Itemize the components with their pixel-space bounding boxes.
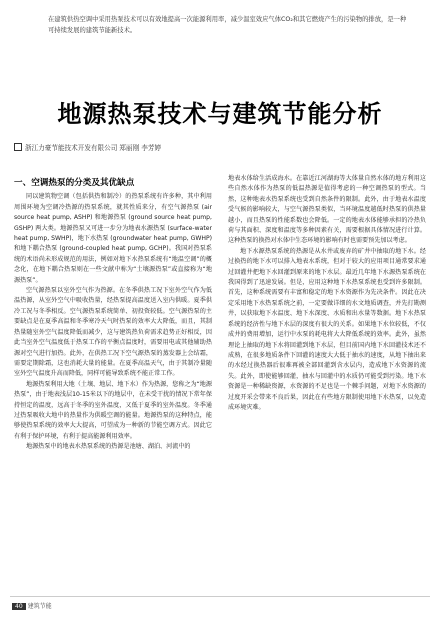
paragraph: 地下水源热泵系统的热源是从水井或废弃的矿井中抽取的地下水。经过换热的地下水可以排入地表水系统，但对于较大的应用项目通常要求通过回灌井把地下水回灌到原来的地下水层。最近几年地下水源热泵系统在我国得到了迅速发展。但是，应用这种地下水热泵系统也受到许多限制。首先，这种系统需要有丰富和稳定的地下水资源作为先决条件。因此在决定采用地下水热泵系统之前，一定要做详细的水文地质调查，并先打勘测井，以获取地下水温度、地下水深度、水质和出水量等数据。地下水热泵系统的经济性与地下水层的深度有很大的关系。如果地下水位较低，不仅成井的费用增加，运行中水泵的耗电将大大降低系统的效率。此外，虽然理论上抽取的地下水将回灌到地下水层，但目前国内地下水回灌技术还不成熟，在很多地质条件下回灌的速度大大低于抽水的速度，从地下抽出来的水经过换热器后很难再被全部回灌到含水层内，造成地下水资源的流失。此外，即使能够回灌，抽水与回灌中的水质仍可能受到污染。地下水资源是一种稀缺资源，水资源的不足也是一个棘手问题，对地下水资源的过度开采会带来不良后果，因此在有些地方限制使用地下水热泵，以免造成环境灾难。 bbox=[228, 247, 426, 411]
paragraph: 地表水体给生活成海水。在靠近江河湖海等大体量自然水体的地方利用这些自然水体作为热泵的低温热源是值得考虑的一种空调热泵的型式。当然，这种地表水热泵系统也受到自然条件的限制。此外，由于地表水温度受气候的影响较大，与空气源热泵类似，当环境温度越低时热泵的供热量越小，而且热泵的性能系数也会降低。一定的地表水体能够承担的冷热负荷与其面积、深度和温度等多种因素有关，需要根据具体情况进行计算。这种热泵的换热对水体中生态环境的影响有时也需要预先加以考虑。 bbox=[228, 175, 426, 245]
paragraph: 空气源热泵以室外空气作为热源。在冬季供热工况下室外空气作为低温热源，从室外空气中吸收热量，经热泵提高温度送入室内供暖。夏季供冷工况与冬季相反。空气源热泵系统简单、初投资较低。空气源热泵的主要缺点是在夏季高温和冬季寒冷天气时热泵的效率大大降低，而且，其制热量随室外空气温度降低而减少，这与建筑热负荷需求趋势正好相反，因此当室外空气温度低于热泵工作的平衡点温度时，需要用电或其他辅助热源对空气进行加热。此外，在供热工况下空气源热泵的蒸发器上会结霜，需要定期除霜，这也消耗大量的能量。在夏季高温天气，由于其制冷量随室外空气温度升高而降低，同样可能导致系统不能正常工作。 bbox=[14, 287, 212, 378]
square-bullet-icon bbox=[14, 143, 22, 151]
section-heading: 一、空调热泵的分类及其优缺点 bbox=[14, 178, 135, 188]
left-column bbox=[14, 172, 212, 453]
paragraph: 地源热泵中的地表水热泵系统的热源是池塘、湖泊、河流中的 bbox=[26, 443, 191, 451]
page-footer bbox=[12, 601, 52, 610]
abstract: 在建筑供热空调中采用热泵技术可以有效地提高一次能源利用率，减少温室效应气体CO₂和其它燃烧产生的污染物的排放，是一种可持续发展的建筑节能新技术。 bbox=[48, 16, 407, 34]
paragraph: 同以建筑物空调（包括供热和制冷）的热泵系统有许多种，其中利用周围环境为空调冷热源的热泵系统，就其性质来分，有空气源热泵 (air source heat pump, ASHP) 和地源热泵 (ground source heat pump, GSHP) 两大类。地源热泵又可进一步分为地表水源热泵 (surface-water heat pump, SWHP)，地下水热泵 (groundwater heat pump, GWHP) 和地下耦合热泵 (ground-coupled heat pump, GCHP)。我国对热泵系统的术语尚未形成规范的用法，例如对地下水热泵系统有“地温空调”的概念化，在地下耦合热泵则在一些文献中称为“土壤源热泵”或直接称为“地源热泵”。 bbox=[14, 193, 212, 284]
footer-rule bbox=[10, 596, 430, 597]
page-number: 40 bbox=[12, 603, 26, 610]
journal-name: 建筑节能 bbox=[27, 603, 52, 610]
author-line: 浙江力豪节能技术开发有限公司 郑丽刚 李芳婷 bbox=[25, 144, 162, 152]
right-column bbox=[228, 174, 426, 413]
byline bbox=[14, 142, 161, 152]
paragraph: 地源热泵利用大地（土壤、地层、地下水）作为热源，您称之为“地源热泵”，由于地表浅层10-15米以下的地层中，在未受干扰的情况下常年保持恒定的温度，远高于冬季的室外温度，又低于夏季的室外温度。冬季通过热泵吸收大地中的热量作为供暖空调的能量。地源热泵的这种特点，能够使热泵系统的效率大大提高，可望成为一种新的节能空调方式。因此它有利于保护环境，有利于提高能源利用效率。 bbox=[14, 380, 212, 440]
article-title: 地源热泵技术与建筑节能分析 bbox=[57, 100, 383, 128]
